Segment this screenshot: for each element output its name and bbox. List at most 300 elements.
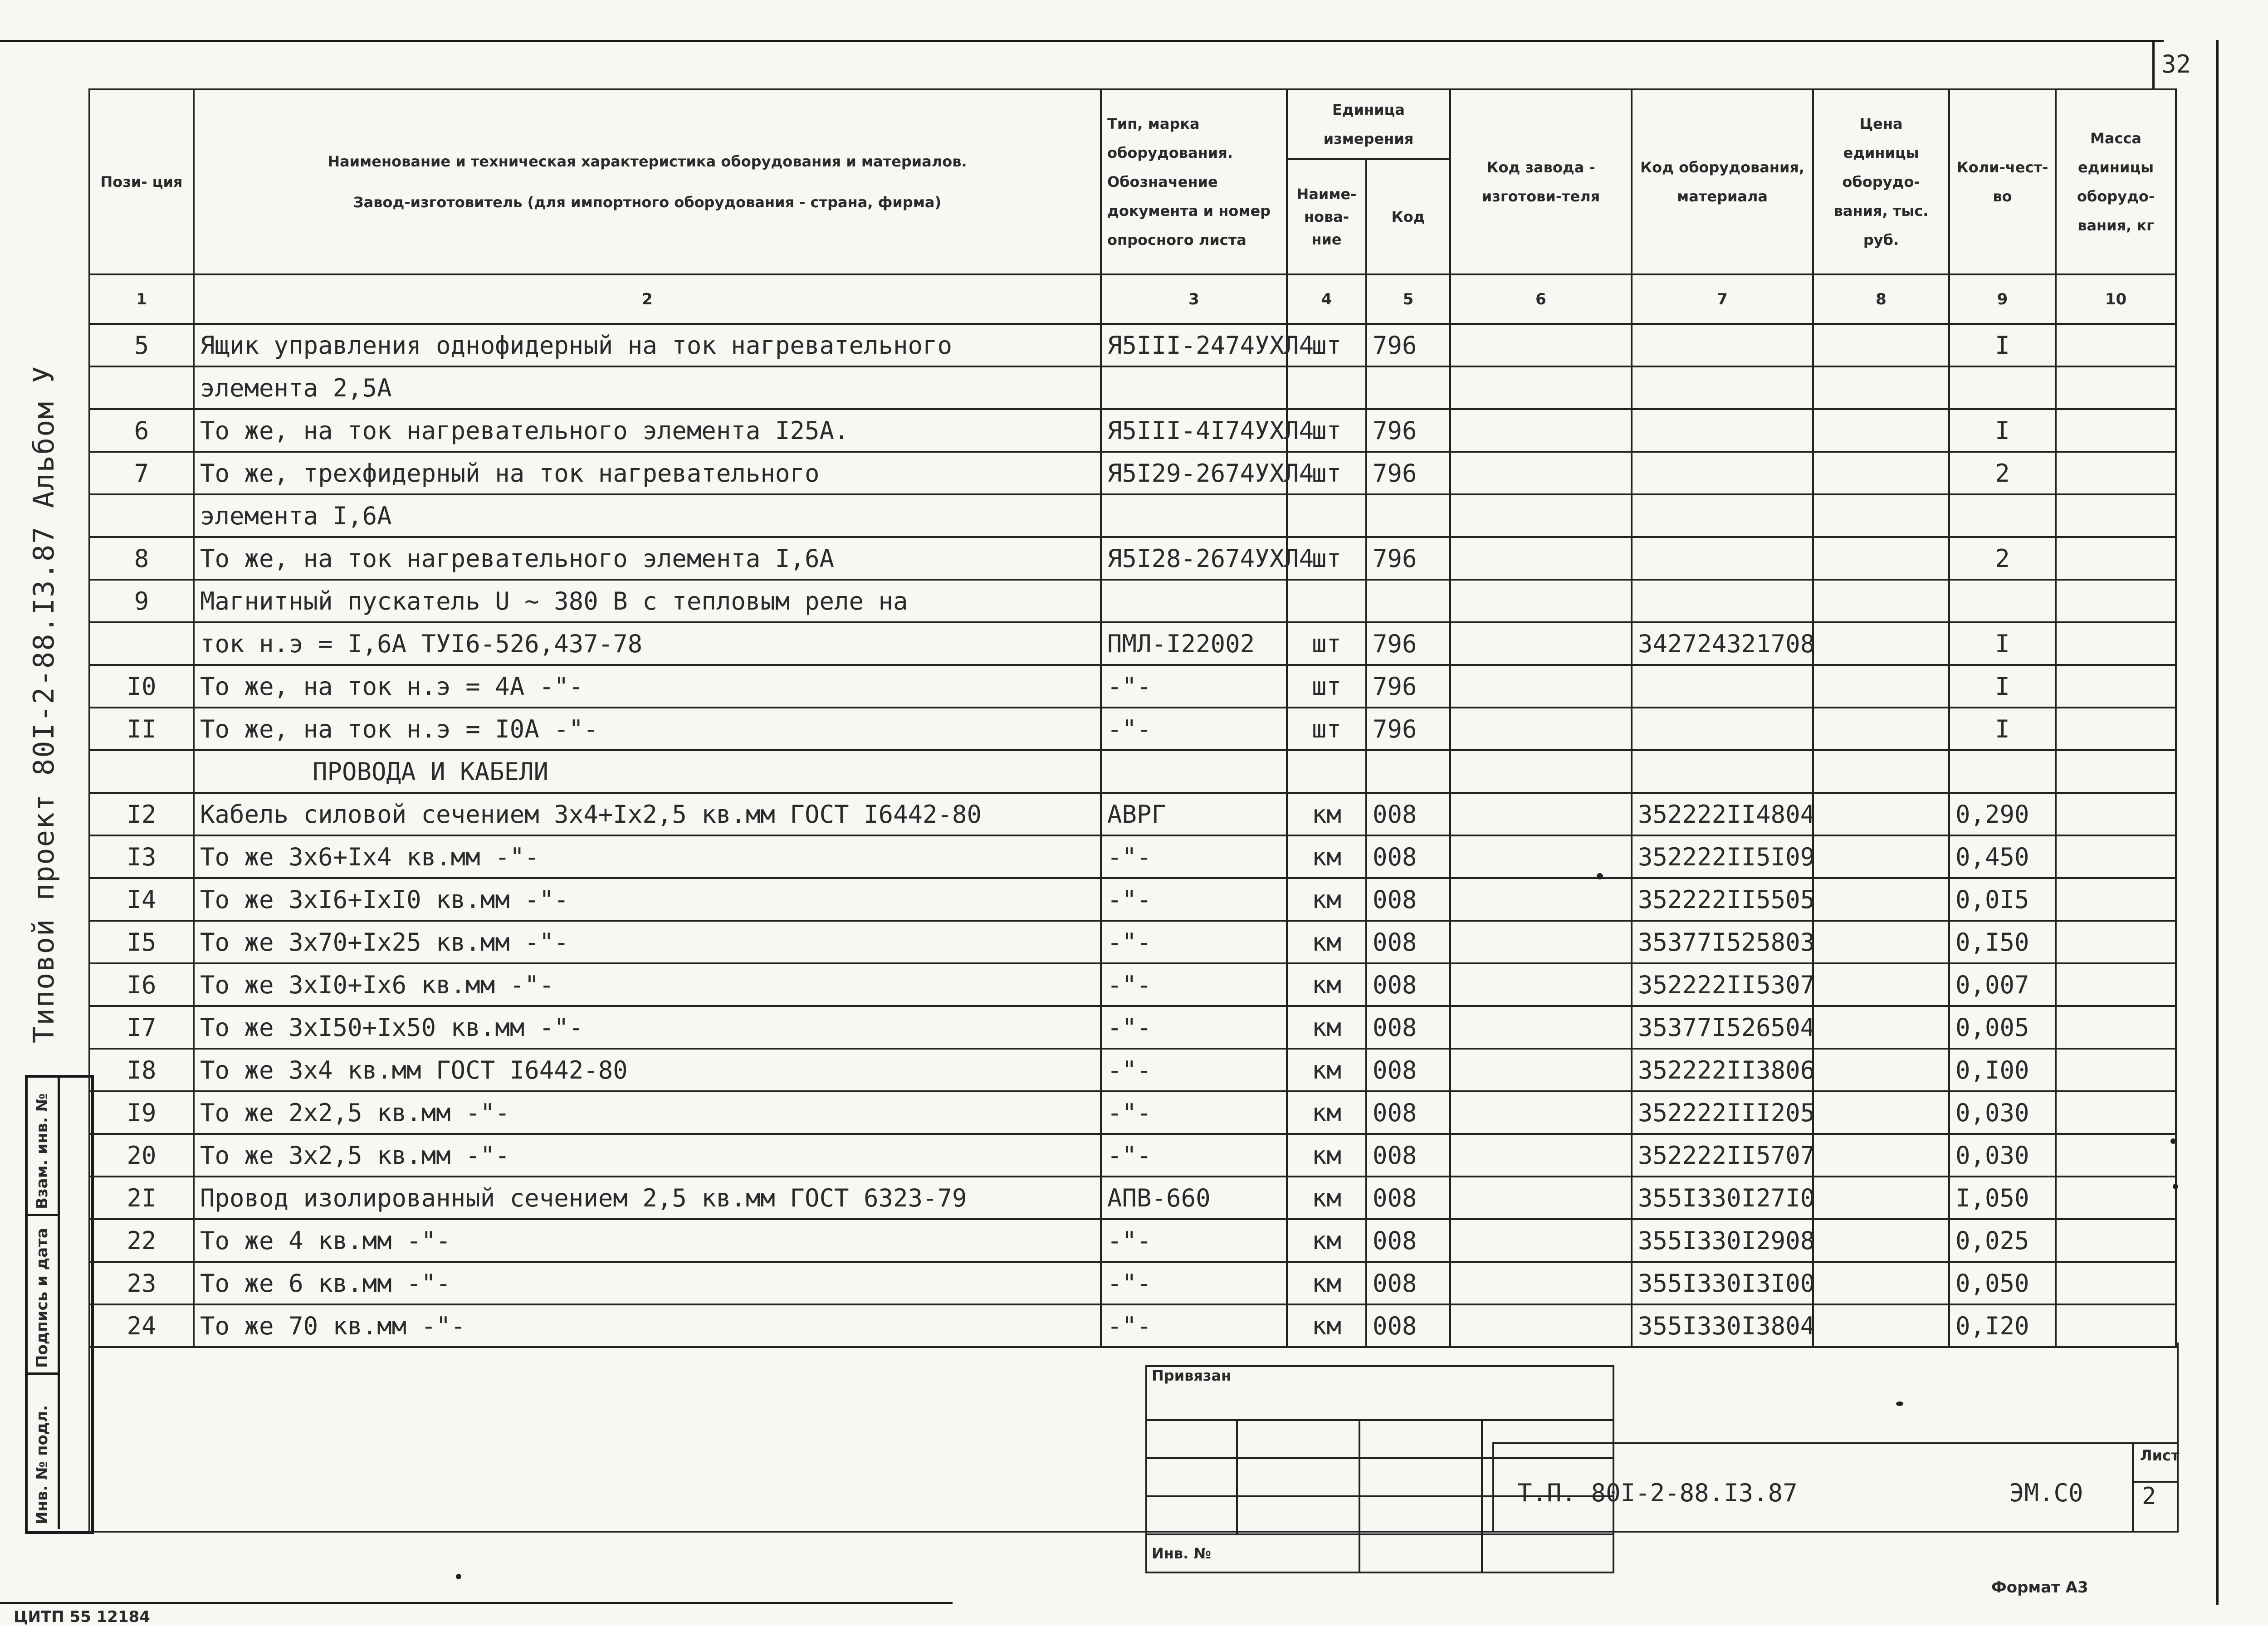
print-code: ЦИТП 55 12184 [14,1608,150,1626]
cell-mass [2056,494,2176,537]
cell-mass [2056,835,2176,878]
cell-price [1813,580,1949,622]
cell-position: I2 [89,793,194,835]
cell-unit-code [1366,366,1450,409]
cell-unit-name [1287,494,1366,537]
stamp-label-orig: Инв. № подл. [33,1405,51,1524]
cell-price [1813,793,1949,835]
cell-position: 22 [89,1219,194,1262]
cell-mass [2056,1219,2176,1262]
cell-maker-code [1450,1177,1632,1219]
col-num-3: 3 [1101,274,1287,324]
cell-quantity: I,050 [1949,1177,2056,1219]
cell-type: Я5I28-2674УХЛ4 [1101,537,1287,580]
cell-equipment-code: 352222II5307 [1632,963,1813,1006]
cell-equipment-code [1632,452,1813,494]
header-pos [89,89,194,274]
cell-unit-name [1287,580,1366,622]
table-row [89,1304,2176,1347]
cell-maker-code [1450,708,1632,750]
table-row [89,708,2176,750]
table-row [89,963,2176,1006]
specification-table [88,88,2177,1348]
stamp-label-sign: Подпись и дата [33,1228,51,1368]
tb-cell [1237,1496,1359,1534]
tb-cell [1146,1496,1237,1534]
cell-quantity: 2 [1949,452,2056,494]
cell-unit-name: км [1287,1134,1366,1177]
cell-unit-name: км [1287,835,1366,878]
cell-equipment-code [1632,324,1813,366]
cell-position [89,750,194,793]
cell-mass [2056,750,2176,793]
table-row [89,1177,2176,1219]
cell-mass [2056,409,2176,452]
scan-speck [456,1574,461,1579]
cell-quantity: 0,007 [1949,963,2056,1006]
cell-name: То же, на ток н.э = I0А -"- [194,708,1101,750]
table-row [89,1219,2176,1262]
cell-position: 7 [89,452,194,494]
table-row [89,1134,2176,1177]
cell-position: 9 [89,580,194,622]
table-row [89,835,2176,878]
cell-unit-name: шт [1287,452,1366,494]
cell-mass [2056,1049,2176,1091]
cell-mass [2056,708,2176,750]
cell-unit-code: 008 [1366,1219,1450,1262]
cell-quantity: I [1949,665,2056,708]
cell-type: -"- [1101,708,1287,750]
cell-quantity: 2 [1949,537,2056,580]
cell-name: То же 70 кв.мм -"- [194,1304,1101,1347]
cell-unit-name: шт [1287,708,1366,750]
cell-price [1813,324,1949,366]
frame-top-line [0,40,2164,42]
table-row [89,494,2176,537]
header-type: Тип, марка оборудования. Обозначение документа и номер опросного листа [1101,89,1287,274]
cell-name: То же 4 кв.мм -"- [194,1219,1101,1262]
cell-name: То же, на ток н.э = 4А -"- [194,665,1101,708]
cell-name: Кабель силовой сечением 3х4+Iх2,5 кв.мм ГОСТ I6442-80 [194,793,1101,835]
cell-equipment-code [1632,494,1813,537]
cell-unit-code: 796 [1366,708,1450,750]
cell-maker-code [1450,324,1632,366]
cell-quantity [1949,580,2056,622]
cell-position [89,622,194,665]
cell-name: То же 3х70+Iх25 кв.мм -"- [194,921,1101,963]
cell-name: ПРОВОДА И КАБЕЛИ [194,750,1101,793]
cell-type: -"- [1101,835,1287,878]
cell-quantity [1949,366,2056,409]
cell-type: -"- [1101,1219,1287,1262]
cell-equipment-code: 35377I525803 [1632,921,1813,963]
cell-type: -"- [1101,878,1287,921]
cell-position: 24 [89,1304,194,1347]
page-number-box-left [2152,40,2155,90]
cell-maker-code [1450,452,1632,494]
cell-position: 8 [89,537,194,580]
cell-price [1813,963,1949,1006]
cell-maker-code [1450,580,1632,622]
table-row [89,622,2176,665]
cell-maker-code [1450,1304,1632,1347]
cell-unit-code: 008 [1366,1049,1450,1091]
cell-price [1813,1262,1949,1304]
cell-name: То же 3х6+Iх4 кв.мм -"- [194,835,1101,878]
tb-cell [1482,1534,1613,1572]
table-row [89,537,2176,580]
cell-position: I0 [89,665,194,708]
cell-unit-code: 008 [1366,793,1450,835]
col-num-8: 8 [1813,274,1949,324]
cell-type: -"- [1101,1049,1287,1091]
cell-position: II [89,708,194,750]
cell-mass [2056,622,2176,665]
inv-label: Инв. № [1146,1534,1359,1572]
col-num-4: 4 [1287,274,1366,324]
cell-quantity: 0,030 [1949,1134,2056,1177]
header-name-text: Наименование и техническая характеристика оборудования и материалов. [327,153,967,170]
document-code: Т.П. 80I-2-88.I3.87 [1517,1479,1798,1507]
cell-position: 23 [89,1262,194,1304]
cell-quantity: 0,I20 [1949,1304,2056,1347]
cell-maker-code [1450,366,1632,409]
cell-name: То же 6 кв.мм -"- [194,1262,1101,1304]
table-row [89,793,2176,835]
cell-equipment-code: 355I330I27I0 [1632,1177,1813,1219]
cell-equipment-code: 355I330I3804 [1632,1304,1813,1347]
cell-maker-code [1450,409,1632,452]
cell-type: -"- [1101,1091,1287,1134]
cell-price [1813,366,1949,409]
cell-unit-code: 008 [1366,835,1450,878]
table-row [89,1262,2176,1304]
cell-unit-name: шт [1287,324,1366,366]
cell-type: Я5III-2474УХЛ4 [1101,324,1287,366]
cell-position: I5 [89,921,194,963]
table-row [89,878,2176,921]
cell-maker-code [1450,793,1632,835]
cell-maker-code [1450,921,1632,963]
cell-equipment-code [1632,750,1813,793]
cell-unit-name: км [1287,1219,1366,1262]
cell-quantity [1949,750,2056,793]
cell-position [89,494,194,537]
cell-equipment-code: 352222III205 [1632,1091,1813,1134]
cell-type: -"- [1101,1006,1287,1049]
tb-cell [1146,1458,1237,1496]
stamp-column [25,1075,94,1534]
cell-price [1813,1134,1949,1177]
cell-quantity: I [1949,708,2056,750]
cell-unit-name: км [1287,1304,1366,1347]
cell-equipment-code: 352222II3806 [1632,1049,1813,1091]
cell-equipment-code [1632,409,1813,452]
cell-quantity: 0,0I5 [1949,878,2056,921]
cell-mass [2056,665,2176,708]
cell-mass [2056,1177,2176,1219]
cell-unit-name: км [1287,1049,1366,1091]
cell-mass [2056,324,2176,366]
cell-price [1813,878,1949,921]
cell-maker-code [1450,622,1632,665]
cell-unit-code: 008 [1366,921,1450,963]
cell-quantity: 0,450 [1949,835,2056,878]
cell-quantity: I [1949,324,2056,366]
col-num-1: 1 [89,274,194,324]
sheet-number: 2 [2134,1481,2177,1510]
header-name [194,89,1101,274]
print-code-underline [0,1602,953,1604]
tb-cell [1359,1420,1482,1458]
cell-equipment-code [1632,708,1813,750]
cell-maker-code [1450,963,1632,1006]
cell-unit-name: шт [1287,409,1366,452]
cell-position: I4 [89,878,194,921]
header-qty: Коли-чест-во [1949,89,2056,274]
cell-type [1101,366,1287,409]
cell-unit-code: 796 [1366,537,1450,580]
cell-type: ПМЛ-I22002 [1101,622,1287,665]
cell-maker-code [1450,1219,1632,1262]
tb-row [1146,1366,1613,1420]
cell-maker-code [1450,835,1632,878]
scan-speck [1597,873,1603,879]
tb-cell [1359,1534,1482,1572]
cell-equipment-code: 352222II5505 [1632,878,1813,921]
table-row [89,409,2176,452]
cell-unit-name: шт [1287,537,1366,580]
cell-mass [2056,963,2176,1006]
cell-equipment-code [1632,366,1813,409]
cell-unit-code [1366,580,1450,622]
cell-price [1813,1177,1949,1219]
cell-name: Магнитный пускатель U ~ 380 В с тепловым реле на [194,580,1101,622]
tb-row [1146,1534,1613,1572]
cell-mass [2056,878,2176,921]
table-row [89,580,2176,622]
cell-unit-code: 796 [1366,409,1450,452]
header-maker-code: Код завода - изготови-теля [1450,89,1632,274]
scan-speck [2173,1184,2178,1189]
cell-type: Я5III-4I74УХЛ4 [1101,409,1287,452]
cell-price [1813,1091,1949,1134]
cell-type: Я5I29-2674УХЛ4 [1101,452,1287,494]
cell-quantity: 0,I50 [1949,921,2056,963]
col-num-7: 7 [1632,274,1813,324]
cell-quantity: 0,290 [1949,793,2056,835]
cell-mass [2056,366,2176,409]
cell-quantity: 0,I00 [1949,1049,2056,1091]
cell-mass [2056,1262,2176,1304]
format-label: Формат А3 [1991,1578,2088,1597]
cell-price [1813,1219,1949,1262]
cell-quantity: 0,030 [1949,1091,2056,1134]
cell-price [1813,665,1949,708]
cell-price [1813,452,1949,494]
cell-price [1813,1006,1949,1049]
cell-unit-code: 008 [1366,1262,1450,1304]
col-num-10: 10 [2056,274,2176,324]
cell-type: -"- [1101,1304,1287,1347]
cell-name: То же 3хI6+IхI0 кв.мм -"- [194,878,1101,921]
cell-position: I6 [89,963,194,1006]
cell-equipment-code: 342724321708 [1632,622,1813,665]
cell-unit-name [1287,366,1366,409]
tb-cell [1359,1496,1482,1534]
cell-maker-code [1450,665,1632,708]
col-num-5: 5 [1366,274,1450,324]
header-row [89,89,2176,159]
cell-name: То же 3х4 кв.мм ГОСТ I6442-80 [194,1049,1101,1091]
scan-speck [2170,1138,2176,1144]
column-number-row [89,274,2176,324]
cell-price [1813,921,1949,963]
sheet-label: Лист [2140,1447,2180,1464]
cell-mass [2056,580,2176,622]
cell-equipment-code: 352222II4804 [1632,793,1813,835]
cell-mass [2056,1134,2176,1177]
cell-mass [2056,793,2176,835]
cell-name: То же 3хI50+Iх50 кв.мм -"- [194,1006,1101,1049]
cell-type: -"- [1101,963,1287,1006]
table-row [89,366,2176,409]
cell-price [1813,622,1949,665]
cell-equipment-code: 355I330I2908 [1632,1219,1813,1262]
cell-position: I8 [89,1049,194,1091]
cell-maker-code [1450,1006,1632,1049]
bound-label: Привязан [1146,1366,1613,1420]
cell-unit-code: 008 [1366,1006,1450,1049]
cell-type [1101,580,1287,622]
cell-quantity: I [1949,409,2056,452]
cell-mass [2056,452,2176,494]
header-pos-text: Пози- ция [100,173,183,190]
cell-equipment-code [1632,580,1813,622]
cell-name: То же, трехфидерный на ток нагревательного [194,452,1101,494]
cell-unit-name: км [1287,1091,1366,1134]
cell-equipment-code: 352222II5707 [1632,1134,1813,1177]
cell-equipment-code: 35377I526504 [1632,1006,1813,1049]
cell-maker-code [1450,750,1632,793]
table-row [89,665,2176,708]
header-unit-code: Код [1366,159,1450,274]
col-num-2: 2 [194,274,1101,324]
cell-mass [2056,1091,2176,1134]
cell-unit-code: 796 [1366,665,1450,708]
cell-name: То же 3х2,5 кв.мм -"- [194,1134,1101,1177]
cell-maker-code [1450,494,1632,537]
frame-right-line [2216,40,2219,1605]
cell-type [1101,750,1287,793]
cell-maker-code [1450,537,1632,580]
cell-unit-name: км [1287,793,1366,835]
cell-price [1813,494,1949,537]
header-name-sub: Завод-изготовитель (для импортного оборудования - страна, фирма) [353,194,942,211]
cell-price [1813,537,1949,580]
cell-unit-name [1287,750,1366,793]
table-row [89,921,2176,963]
cell-type: -"- [1101,665,1287,708]
cell-name: То же 3хI0+Iх6 кв.мм -"- [194,963,1101,1006]
cell-quantity: I [1949,622,2056,665]
header-mass: Масса единицы оборудо-вания, кг [2056,89,2176,274]
col-num-9: 9 [1949,274,2056,324]
cell-unit-code: 008 [1366,1304,1450,1347]
cell-position: 6 [89,409,194,452]
cell-price [1813,708,1949,750]
cell-name: элемента 2,5А [194,366,1101,409]
cell-unit-name: км [1287,1262,1366,1304]
cell-maker-code [1450,1091,1632,1134]
cell-name: То же, на ток нагревательного элемента I,6А [194,537,1101,580]
table-row [89,750,2176,793]
table-row [89,1091,2176,1134]
cell-name: Провод изолированный сечением 2,5 кв.мм ГОСТ 6323-79 [194,1177,1101,1219]
header-price: Цена единицы оборудо-вания, тыс. руб. [1813,89,1949,274]
cell-mass [2056,537,2176,580]
cell-equipment-code [1632,665,1813,708]
page-number: 32 [2161,50,2191,78]
cell-equipment-code [1632,537,1813,580]
cell-unit-name: км [1287,878,1366,921]
cell-position: I9 [89,1091,194,1134]
cell-name: Ящик управления однофидерный на ток нагревательного [194,324,1101,366]
cell-price [1813,750,1949,793]
cell-quantity [1949,494,2056,537]
cell-name: ток н.э = I,6А ТУI6-526,437-78 [194,622,1101,665]
cell-position: I3 [89,835,194,878]
tb-cell [1359,1458,1482,1496]
table-body [89,324,2176,1347]
side-title: Типовой проект 80I-2-88.I3.87 Альбом У [27,365,60,1043]
cell-position: 2I [89,1177,194,1219]
cell-equipment-code: 355I330I3I00 [1632,1262,1813,1304]
cell-price [1813,1049,1949,1091]
tb-cell [1237,1458,1359,1496]
table-row [89,324,2176,366]
cell-equipment-code: 352222II5I09 [1632,835,1813,878]
cell-type [1101,494,1287,537]
cell-name: То же, на ток нагревательного элемента I25А. [194,409,1101,452]
cell-unit-code: 008 [1366,1134,1450,1177]
cell-quantity: 0,050 [1949,1262,2056,1304]
cell-maker-code [1450,1262,1632,1304]
cell-unit-name: км [1287,963,1366,1006]
cell-mass [2056,1006,2176,1049]
cell-unit-code: 008 [1366,963,1450,1006]
cell-unit-name: шт [1287,622,1366,665]
table-row [89,1049,2176,1091]
cell-type: -"- [1101,1262,1287,1304]
cell-unit-code: 008 [1366,1091,1450,1134]
cell-name: элемента I,6А [194,494,1101,537]
cell-unit-code [1366,494,1450,537]
cell-unit-code: 796 [1366,622,1450,665]
scan-speck [1896,1401,1903,1406]
tb-cell [1237,1420,1359,1458]
cell-quantity: 0,005 [1949,1006,2056,1049]
cell-maker-code [1450,1049,1632,1091]
cell-position: 5 [89,324,194,366]
stamp-label-replace: Взам. инв. № [33,1093,51,1209]
cell-maker-code [1450,1134,1632,1177]
cell-position [89,366,194,409]
cell-price [1813,835,1949,878]
cell-position: I7 [89,1006,194,1049]
header-unit-group: Единица измерения [1287,89,1450,159]
